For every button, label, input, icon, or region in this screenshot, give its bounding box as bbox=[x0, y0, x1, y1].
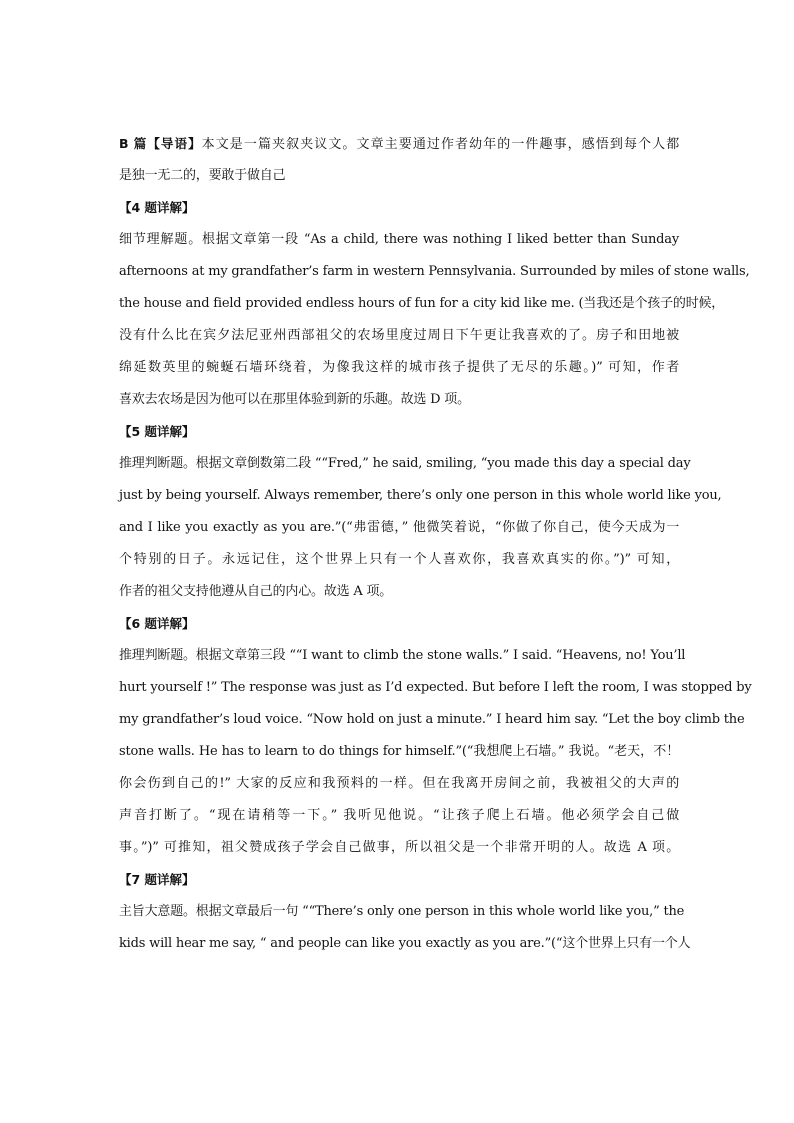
paragraph-line: the house and field provided endless hours of fun for a city kid like me. (当我还是个孩子的时候， bbox=[119, 296, 725, 311]
paragraph-line: afternoons at my grandfather’s farm in western Pennsylvania. Surrounded by miles of stone walls, bbox=[119, 264, 750, 279]
paragraph-line: just by being yourself. Always remember, there’s only one person in this whole world like you, bbox=[119, 488, 722, 503]
section-heading-7: 【7 题详解】 bbox=[119, 872, 195, 887]
paragraph-line: kids will hear me say, “ and people can like you exactly as you are.”(“这个世界上只有一个人 bbox=[119, 936, 691, 951]
paragraph-line: and I like you exactly as you are.”(“弗雷德，” 他微笑着说，“你做了你自己，使今天成为一 bbox=[119, 520, 679, 535]
paragraph-line: 主旨大意题。根据文章最后一句 ““There’s only one person in this whole world like you,” the bbox=[119, 904, 685, 919]
paragraph-line: 事。”)” 可推知，祖父赞成孩子学会自己做事，所以祖父是一个非常开明的人。故选 A 项。 bbox=[119, 840, 679, 855]
paragraph-line: my grandfather’s loud voice. “Now hold on just a minute.” I heard him say. “Let the boy climb the bbox=[119, 712, 745, 727]
paragraph-line: 没有什么比在宾夕法尼亚州西部祖父的农场里度过周日下午更让我喜欢的了。房子和田地被 bbox=[119, 328, 679, 343]
paragraph-line: 作者的祖父支持他遵从自己的内心。故选 A 项。 bbox=[119, 584, 393, 599]
paragraph-line: 喜欢去农场是因为他可以在那里体验到新的乐趣。故选 D 项。 bbox=[119, 392, 470, 407]
intro-text: 本文是一篇夹叙夹议文。文章主要通过作者幼年的一件趣事，感悟到每个人都 bbox=[201, 137, 680, 152]
paragraph-line: 个特别的日子。永远记住，这个世界上只有一个人喜欢你，我喜欢真实的你。”)” 可知， bbox=[119, 552, 679, 567]
paragraph-line: 细节理解题。根据文章第一段 “As a child, there was nothing I liked better than Sunday bbox=[119, 232, 679, 247]
document-page bbox=[119, 128, 752, 960]
paragraph-line: hurt yourself !” The response was just as I’d expected. But before I left the room, I was stopped by bbox=[119, 680, 752, 695]
section-heading-5: 【5 题详解】 bbox=[119, 424, 195, 439]
paragraph-line: 你会伤到自己的!” 大家的反应和我预料的一样。但在我离开房间之前，我被祖父的大声的 bbox=[119, 776, 679, 791]
intro-line-2: 是独一无二的，要敢于做自己 bbox=[119, 168, 286, 183]
paragraph-line: 声音打断了。“现在请稍等一下。” 我听见他说。“让孩子爬上石墙。他必须学会自己做 bbox=[119, 808, 679, 823]
intro-line-1 bbox=[119, 128, 679, 160]
section-heading-6: 【6 题详解】 bbox=[119, 616, 195, 631]
section-heading-4: 【4 题详解】 bbox=[119, 200, 195, 215]
intro-label: B 篇【导语】 bbox=[119, 136, 202, 151]
paragraph-line: 绵延数英里的蜿蜒石墙环绕着，为像我这样的城市孩子提供了无尽的乐趣。)” 可知，作者 bbox=[119, 360, 679, 375]
paragraph-line: stone walls. He has to learn to do things for himself.”(“我想爬上石墙。” 我说。“老天，不！ bbox=[119, 744, 679, 759]
paragraph-line: 推理判断题。根据文章倒数第二段 ““Fred,” he said, smiling, “you made this day a special day bbox=[119, 456, 691, 471]
paragraph-line: 推理判断题。根据文章第三段 ““I want to climb the stone walls.” I said. “Heavens, no! You’ll bbox=[119, 648, 686, 663]
